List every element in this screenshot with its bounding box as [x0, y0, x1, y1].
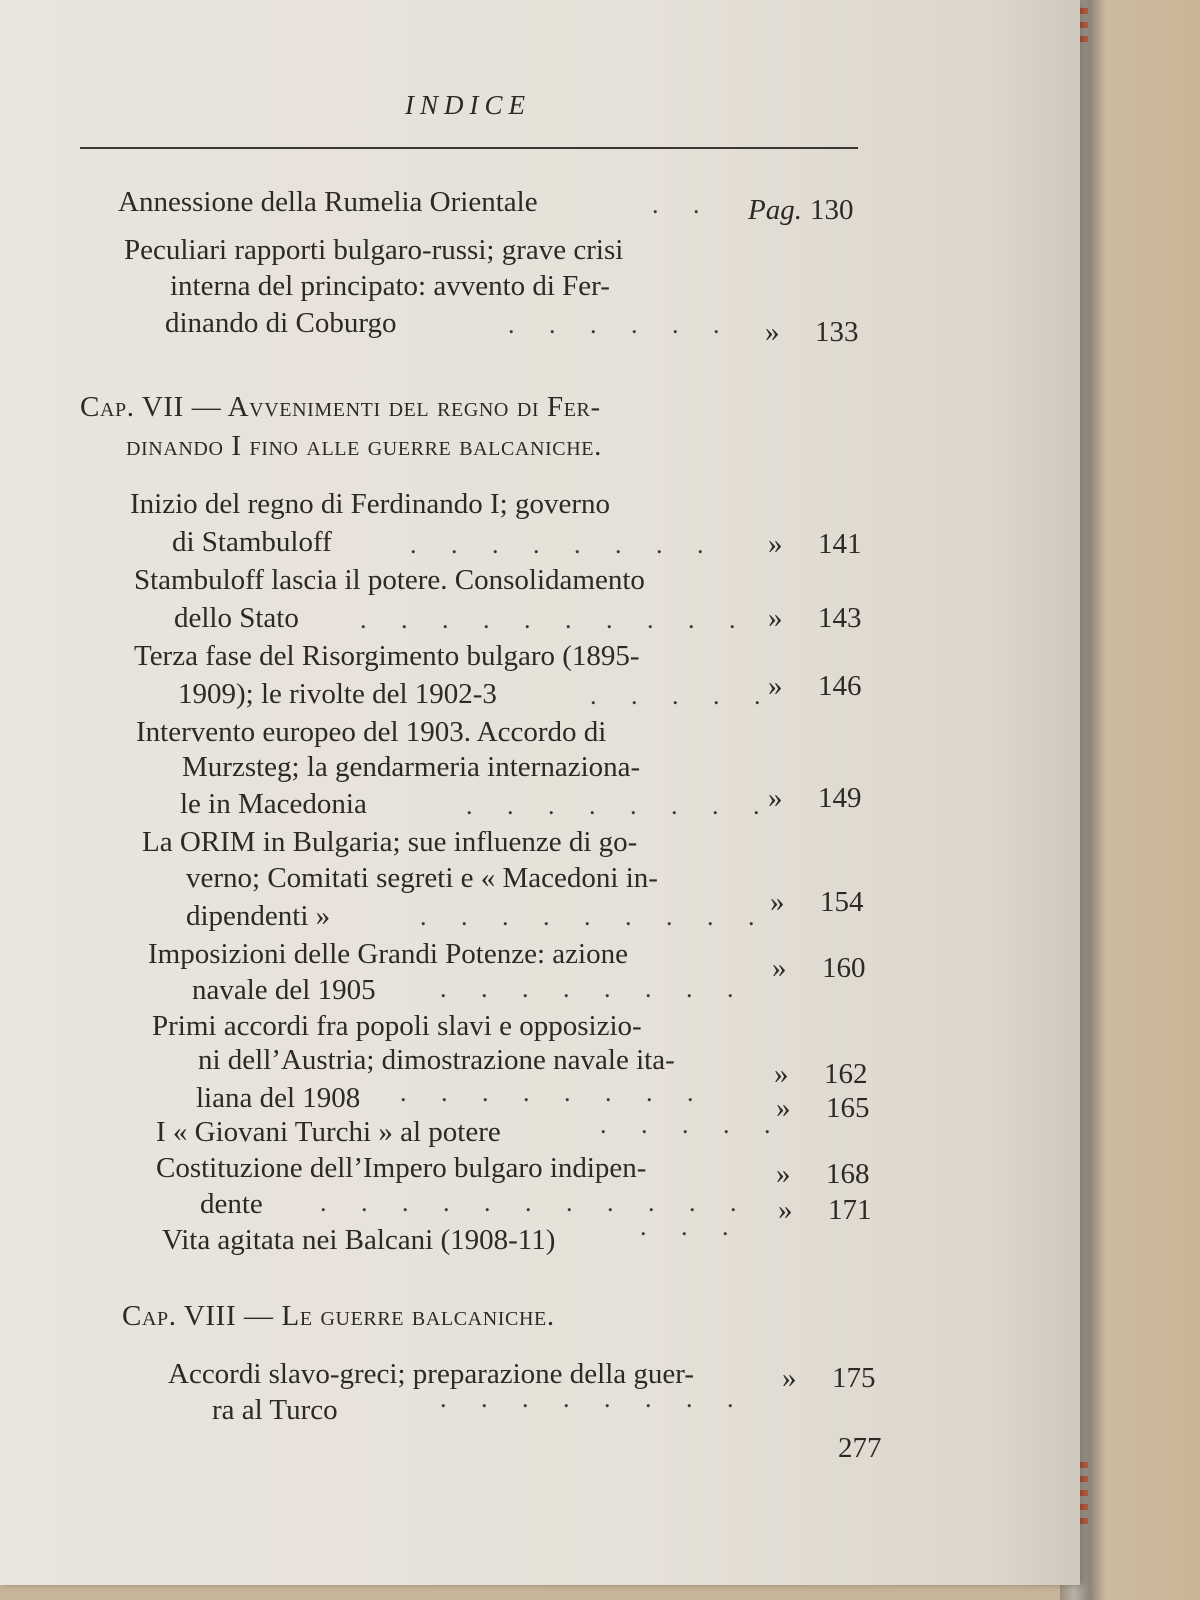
- toc-entry-line: Primi accordi fra popoli slavi e opposizio-: [152, 1010, 642, 1042]
- toc-page-ref: [768, 530, 862, 559]
- toc-entry-line: Imposizioni delle Grandi Potenze: azione: [148, 938, 628, 970]
- toc-entry-line: Inizio del regno di Ferdinando I; governo: [130, 488, 610, 520]
- page-number: 141: [818, 528, 862, 560]
- ditto-mark: »: [768, 602, 783, 634]
- ditto-mark: »: [765, 316, 780, 348]
- toc-entry-line: liana del 1908: [196, 1082, 361, 1114]
- leader-dots: . . . . . . . . .: [420, 902, 769, 931]
- toc-entry-line: dinando di Coburgo: [165, 307, 397, 339]
- page-number: 165: [826, 1092, 870, 1124]
- page-number: 168: [826, 1158, 870, 1190]
- toc-page-ref: [765, 318, 859, 347]
- toc-entry-line: Annessione della Rumelia Orientale: [118, 186, 538, 218]
- leader-dots: . . . . . .: [508, 310, 734, 339]
- toc-page-ref: [748, 196, 853, 225]
- page-number: 149: [818, 782, 862, 814]
- toc-entry-line: Vita agitata nei Balcani (1908-11): [162, 1224, 556, 1256]
- page-footer-number: 277: [838, 1432, 882, 1464]
- ditto-mark: »: [776, 1158, 791, 1190]
- toc-entry-line: I « Giovani Turchi » al potere: [156, 1116, 501, 1148]
- toc-page-ref: [776, 1160, 870, 1189]
- leader-dots: . . . . . . . .: [440, 1384, 748, 1413]
- leader-dots: . . .: [640, 1212, 743, 1241]
- ditto-mark: »: [770, 886, 785, 918]
- page-number: 130: [809, 194, 854, 226]
- leader-dots: . . . . .: [600, 1110, 785, 1139]
- page-number: 143: [818, 602, 862, 634]
- toc-page-ref: [768, 672, 862, 701]
- toc-page-ref: [774, 1060, 868, 1089]
- chapter-heading: dinando I fino alle guerre balcaniche.: [126, 430, 602, 462]
- toc-page-ref: [772, 954, 866, 983]
- toc-entry-line: di Stambuloff: [172, 526, 332, 558]
- chapter-heading: Cap. VII — Avvenimenti del regno di Fer-: [80, 391, 601, 423]
- ditto-mark: »: [768, 782, 783, 814]
- page-number: 160: [822, 952, 866, 984]
- leader-dots: . . . . . . . .: [410, 530, 718, 559]
- toc-entry-line: le in Macedonia: [180, 788, 367, 820]
- ditto-mark: »: [768, 670, 783, 702]
- leader-dots: . . . . . . . .: [466, 791, 774, 820]
- leader-dots: . . . . . . . .: [440, 974, 748, 1003]
- ditto-mark: »: [782, 1362, 797, 1394]
- chapter-heading: Cap. VIII — Le guerre balcaniche.: [122, 1300, 555, 1332]
- toc-entry-line: verno; Comitati segreti e « Macedoni in-: [186, 862, 658, 894]
- toc-page-ref: [778, 1196, 872, 1225]
- page-number: 146: [818, 670, 862, 702]
- page-number: 175: [832, 1362, 876, 1394]
- toc-page-ref: [782, 1364, 876, 1393]
- ditto-mark: »: [778, 1194, 793, 1226]
- ditto-mark: »: [768, 528, 783, 560]
- toc-entry-line: Stambuloff lascia il potere. Consolidamento: [134, 564, 645, 596]
- toc-entry-line: dente: [200, 1188, 263, 1220]
- toc-entry-line: Costituzione dell’Impero bulgaro indipen-: [156, 1152, 647, 1184]
- toc-entry-line: 1909); le rivolte del 1902-3: [178, 678, 497, 710]
- toc-page-ref: [776, 1094, 870, 1123]
- page-number: 171: [828, 1194, 872, 1226]
- leader-dots: . . . . . . . . . .: [360, 605, 750, 634]
- header-rule: [80, 147, 858, 149]
- ditto-mark: »: [772, 952, 787, 984]
- toc-page-ref: [770, 888, 864, 917]
- page-number: 162: [824, 1058, 868, 1090]
- page-number: 154: [820, 886, 864, 918]
- page-number: 133: [815, 316, 859, 348]
- toc-entry-line: Peculiari rapporti bulgaro-russi; grave crisi: [124, 234, 624, 266]
- toc-page-ref: [768, 784, 862, 813]
- toc-entry-line: dello Stato: [174, 602, 299, 634]
- leader-dots: . . . . . . . . . . .: [320, 1188, 751, 1217]
- ditto-mark: »: [774, 1058, 789, 1090]
- toc-entry-line: dipendenti »: [186, 900, 331, 932]
- leader-dots: . . . . .: [590, 681, 775, 710]
- toc-page-ref: [768, 604, 862, 633]
- toc-entry-line: Intervento europeo del 1903. Accordo di: [136, 716, 607, 748]
- toc-entry-line: Murzsteg; la gendarmeria internaziona-: [182, 751, 641, 783]
- toc-entry-line: ni dell’Austria; dimostrazione navale ita-: [198, 1044, 675, 1076]
- toc-entry-line: navale del 1905: [192, 974, 376, 1006]
- leader-dots: . .: [652, 190, 714, 219]
- toc-entry-line: interna del principato: avvento di Fer-: [170, 270, 610, 302]
- page-header-title: INDICE: [405, 90, 531, 120]
- toc-entry-line: Accordi slavo-greci; preparazione della guer-: [168, 1358, 694, 1390]
- toc-entry-line: Terza fase del Risorgimento bulgaro (1895-: [134, 640, 640, 672]
- page-label: Pag.: [748, 194, 802, 226]
- book-cover-edge: [1060, 0, 1200, 1600]
- leader-dots: . . . . . . . .: [400, 1078, 708, 1107]
- ditto-mark: »: [776, 1092, 791, 1124]
- toc-entry-line: ra al Turco: [212, 1394, 338, 1426]
- toc-entry-line: La ORIM in Bulgaria; sue influenze di go-: [142, 826, 638, 858]
